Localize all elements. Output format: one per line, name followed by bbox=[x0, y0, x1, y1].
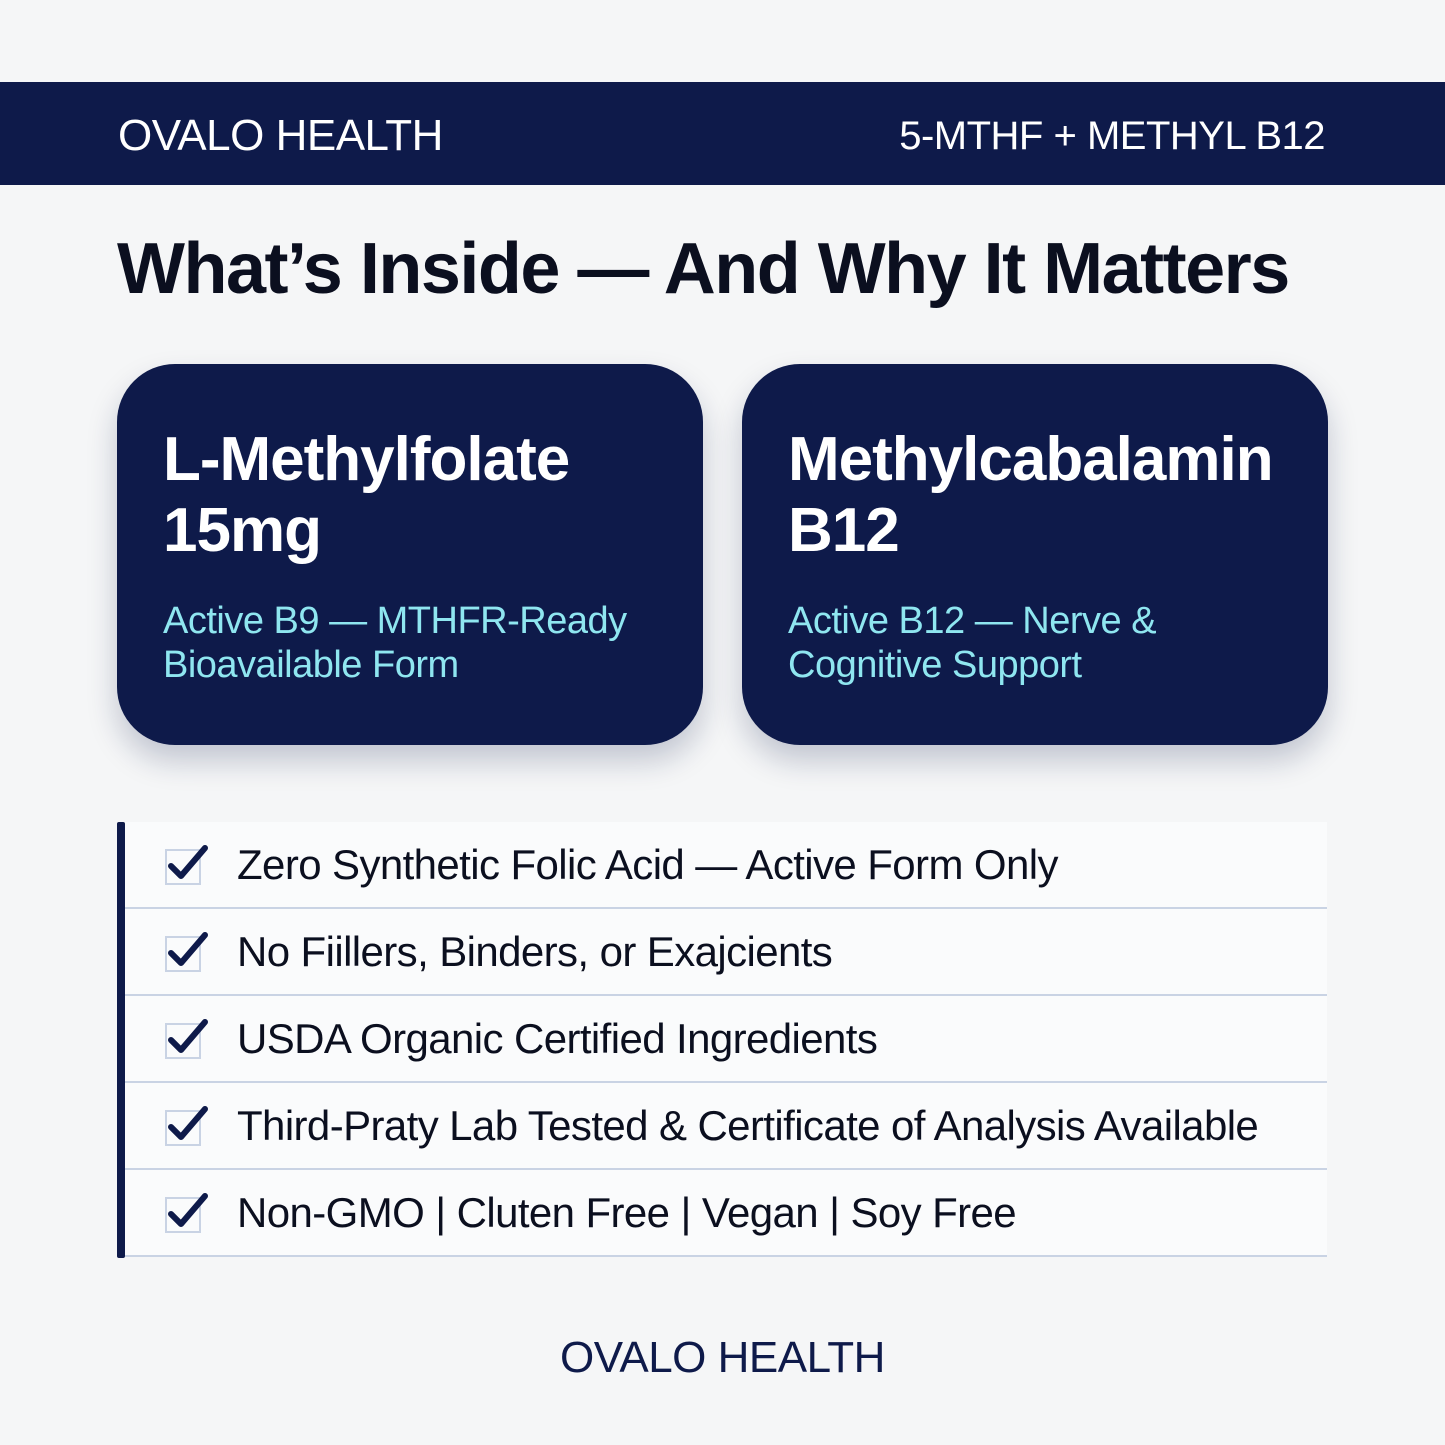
feature-item bbox=[125, 909, 1327, 996]
card-title-line: B12 bbox=[788, 496, 899, 565]
checkmark-icon bbox=[165, 842, 211, 888]
card-title-line: L-Methylfolate bbox=[163, 425, 570, 494]
feature-list bbox=[117, 822, 1327, 1258]
ingredient-card-b12 bbox=[742, 364, 1328, 745]
checkmark-icon bbox=[165, 1103, 211, 1149]
card-subtitle bbox=[163, 599, 683, 687]
card-subtitle-line: Cognitive Support bbox=[788, 644, 1082, 686]
card-title-line: Methylcabalamin bbox=[788, 425, 1273, 494]
card-title bbox=[788, 424, 1308, 566]
feature-list-accent-bar bbox=[117, 822, 125, 1258]
product-tagline: 5-MTHF + METHYL B12 bbox=[899, 114, 1325, 158]
feature-item bbox=[125, 996, 1327, 1083]
feature-item bbox=[125, 822, 1327, 909]
page-headline: What’s Inside — And Why It Matters bbox=[117, 229, 1289, 309]
feature-item bbox=[125, 1170, 1327, 1257]
feature-text: Non-GMO | Cluten Free | Vegan | Soy Free bbox=[237, 1189, 1017, 1236]
card-subtitle-line: Active B12 — Nerve & bbox=[788, 600, 1157, 642]
footer-brand: OVALO HEALTH bbox=[560, 1333, 885, 1382]
card-title bbox=[163, 424, 683, 566]
header-bar bbox=[0, 82, 1445, 185]
feature-item bbox=[125, 1083, 1327, 1170]
feature-text: No Fiillers, Binders, or Exajcients bbox=[237, 928, 833, 975]
checkmark-icon bbox=[165, 929, 211, 975]
feature-text: Zero Synthetic Folic Acid — Active Form Only bbox=[237, 841, 1058, 888]
checkmark-icon bbox=[165, 1016, 211, 1062]
feature-text: Third-Praty Lab Tested & Certificate of Analysis Available bbox=[237, 1102, 1259, 1149]
card-subtitle bbox=[788, 599, 1308, 687]
checkmark-icon bbox=[165, 1190, 211, 1236]
card-subtitle-line: Bioavailable Form bbox=[163, 644, 459, 686]
ingredient-card-methylfolate bbox=[117, 364, 703, 745]
brand-name: OVALO HEALTH bbox=[118, 111, 443, 160]
card-title-line: 15mg bbox=[163, 496, 321, 565]
card-subtitle-line: Active B9 — MTHFR-Ready bbox=[163, 600, 627, 642]
feature-text: USDA Organic Certified Ingredients bbox=[237, 1015, 878, 1062]
